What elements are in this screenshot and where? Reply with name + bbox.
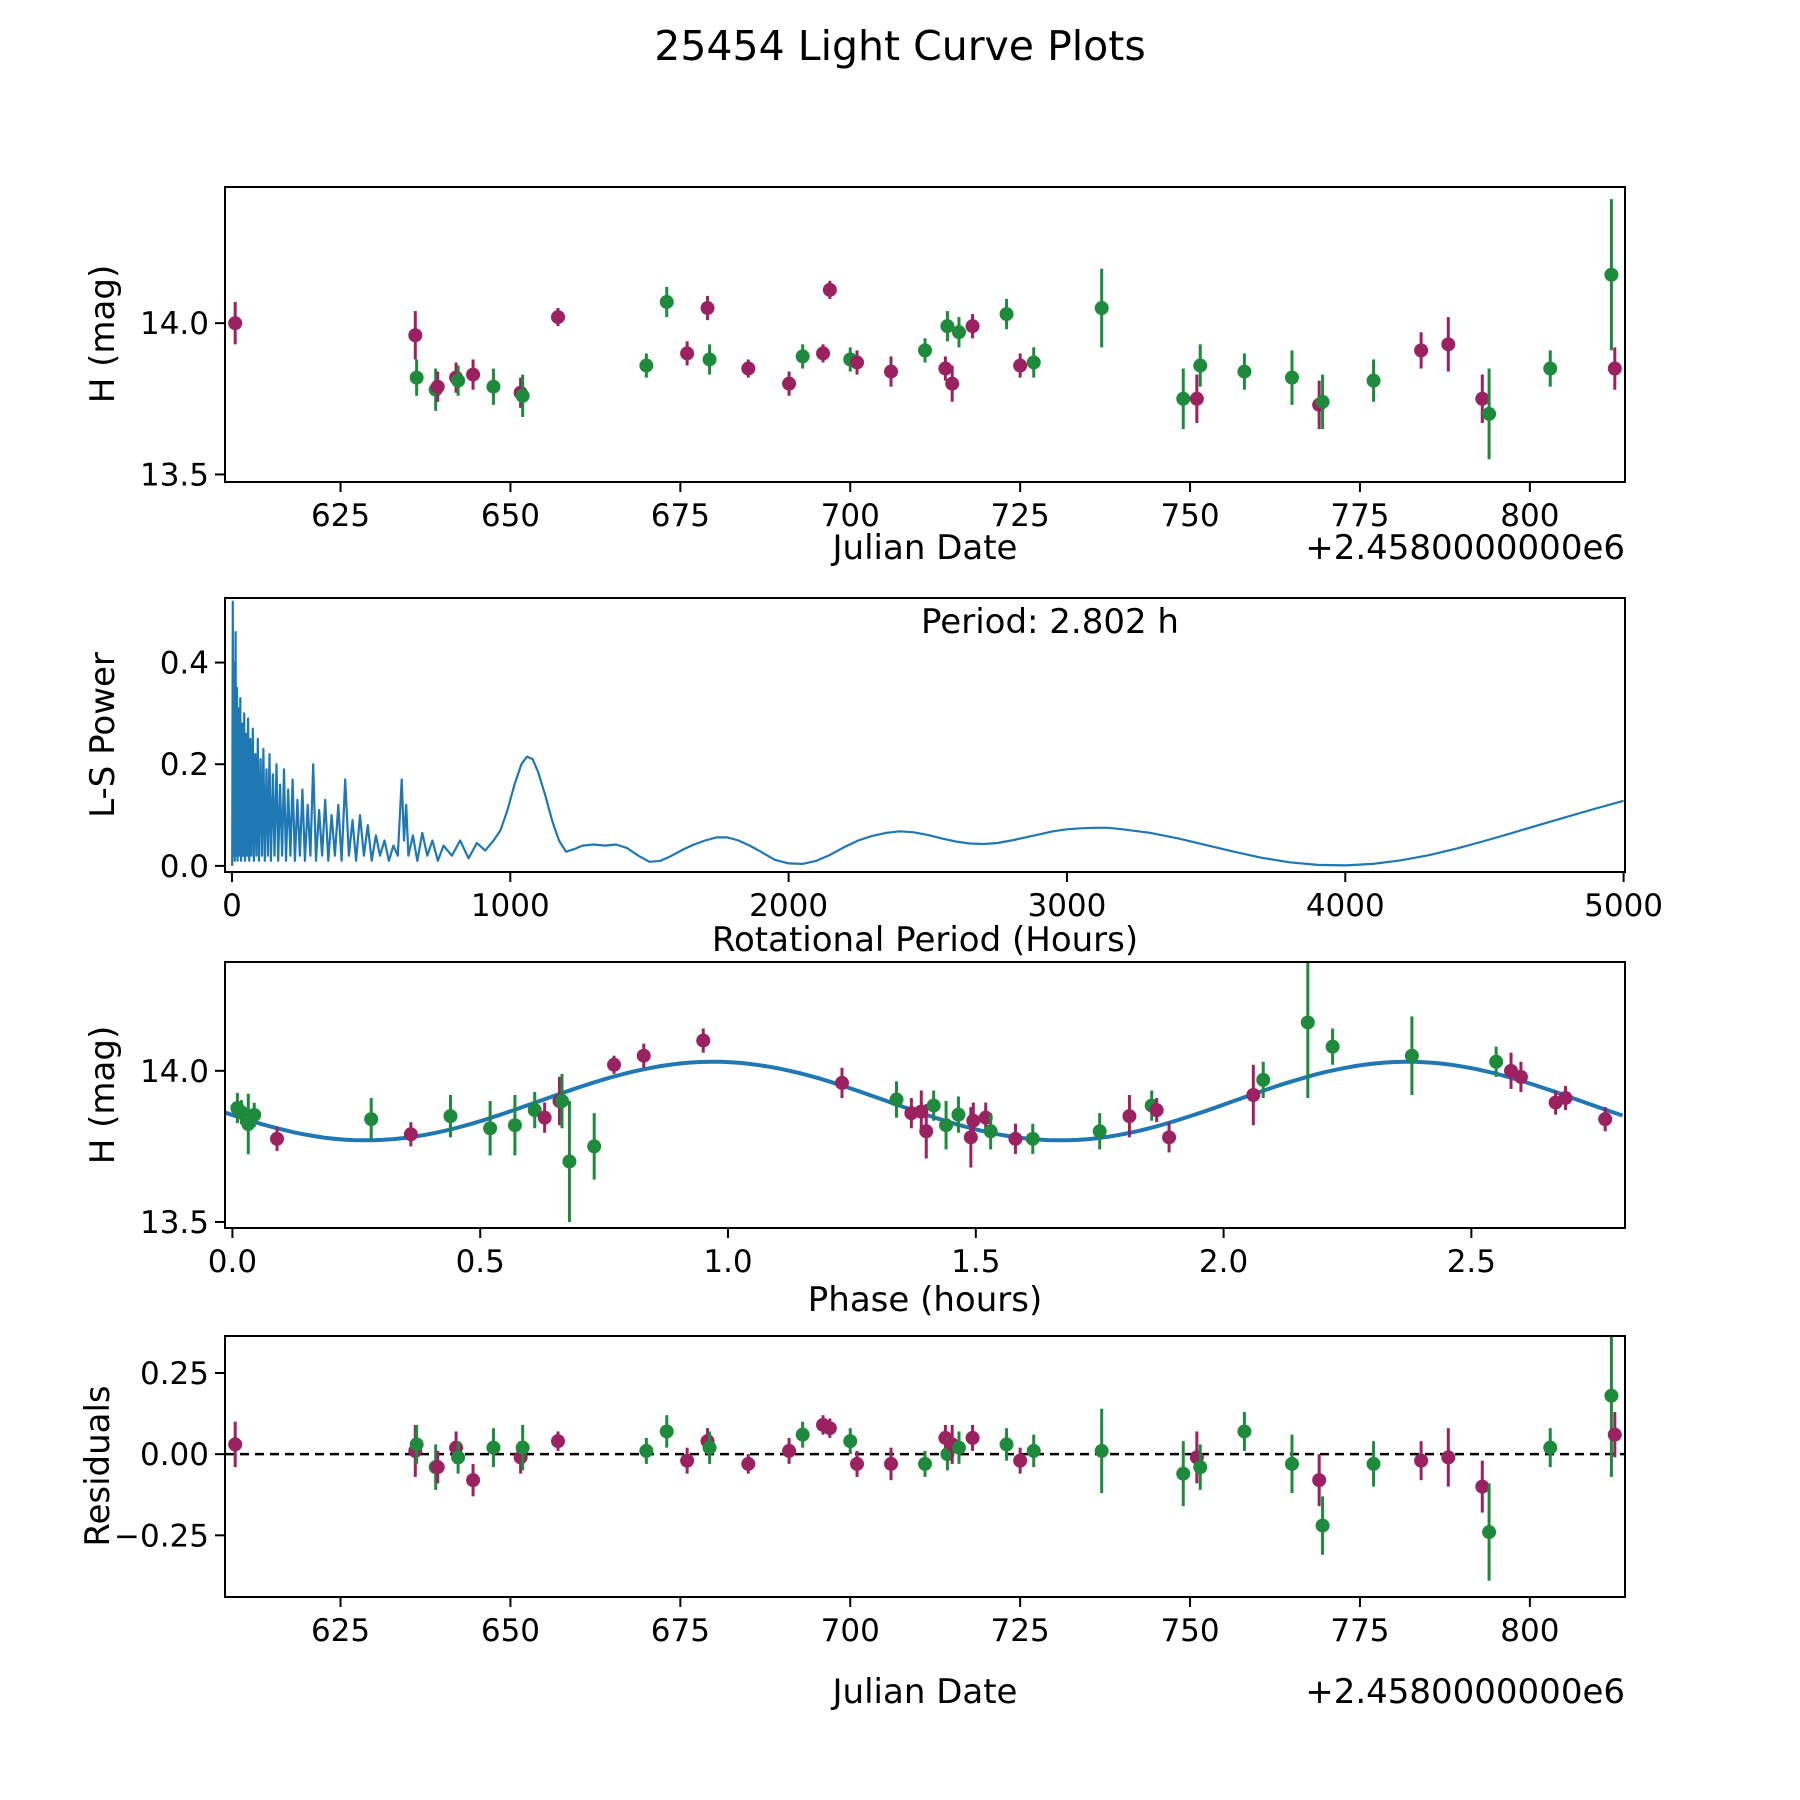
svg-text:1.0: 1.0 <box>703 1244 753 1280</box>
svg-text:5000: 5000 <box>1584 888 1664 924</box>
svg-text:775: 775 <box>1330 498 1390 534</box>
lightcurve-xlabel: Julian Date <box>832 528 1018 568</box>
svg-text:13.5: 13.5 <box>139 1204 209 1241</box>
svg-text:3000: 3000 <box>1027 888 1107 924</box>
svg-text:0.25: 0.25 <box>139 1356 209 1393</box>
svg-text:4000: 4000 <box>1305 888 1385 924</box>
svg-text:1.5: 1.5 <box>951 1244 1001 1280</box>
svg-text:650: 650 <box>480 1613 541 1649</box>
svg-text:0.00: 0.00 <box>139 1437 209 1474</box>
svg-text:2.0: 2.0 <box>1198 1244 1249 1280</box>
svg-text:750: 750 <box>1160 1613 1220 1649</box>
period-annotation: Period: 2.802 h <box>921 602 1179 642</box>
lightcurve-ylabel: H (mag) <box>83 264 123 404</box>
svg-text:700: 700 <box>820 1613 880 1649</box>
svg-text:625: 625 <box>310 498 371 534</box>
svg-text:800: 800 <box>1500 498 1560 534</box>
svg-text:775: 775 <box>1330 1613 1390 1649</box>
residuals-ylabel: Residuals <box>78 1385 118 1547</box>
svg-text:0.0: 0.0 <box>207 1244 258 1280</box>
svg-text:625: 625 <box>310 1613 371 1649</box>
residuals-x-offset-label: +2.4580000000e6 <box>1305 1672 1625 1712</box>
svg-text:0.4: 0.4 <box>159 645 209 682</box>
svg-text:675: 675 <box>650 1613 710 1649</box>
svg-text:725: 725 <box>990 498 1050 534</box>
svg-text:700: 700 <box>820 498 880 534</box>
svg-text:750: 750 <box>1160 498 1220 534</box>
svg-text:800: 800 <box>1500 1613 1560 1649</box>
periodogram-xlabel: Rotational Period (Hours) <box>711 920 1139 960</box>
svg-text:2000: 2000 <box>749 888 829 924</box>
svg-text:1000: 1000 <box>470 888 550 924</box>
figure-title: 25454 Light Curve Plots <box>654 22 1146 70</box>
phaseplot-xlabel: Phase (hours) <box>807 1280 1043 1320</box>
lightcurve-x-offset-label: +2.4580000000e6 <box>1305 528 1625 568</box>
svg-text:0.0: 0.0 <box>159 848 209 885</box>
svg-text:2.5: 2.5 <box>1446 1244 1497 1280</box>
periodogram-ylabel: L-S Power <box>83 652 123 818</box>
svg-text:0: 0 <box>222 888 242 924</box>
svg-text:725: 725 <box>990 1613 1050 1649</box>
phaseplot-ylabel: H (mag) <box>83 1025 123 1165</box>
svg-text:14.0: 14.0 <box>139 306 209 343</box>
residuals-xlabel: Julian Date <box>832 1672 1018 1712</box>
svg-text:−0.25: −0.25 <box>114 1518 209 1555</box>
svg-text:13.5: 13.5 <box>139 457 209 494</box>
svg-text:14.0: 14.0 <box>139 1053 209 1090</box>
svg-text:0.2: 0.2 <box>159 747 209 784</box>
svg-text:675: 675 <box>650 498 710 534</box>
svg-text:0.5: 0.5 <box>455 1244 505 1280</box>
svg-text:650: 650 <box>480 498 541 534</box>
